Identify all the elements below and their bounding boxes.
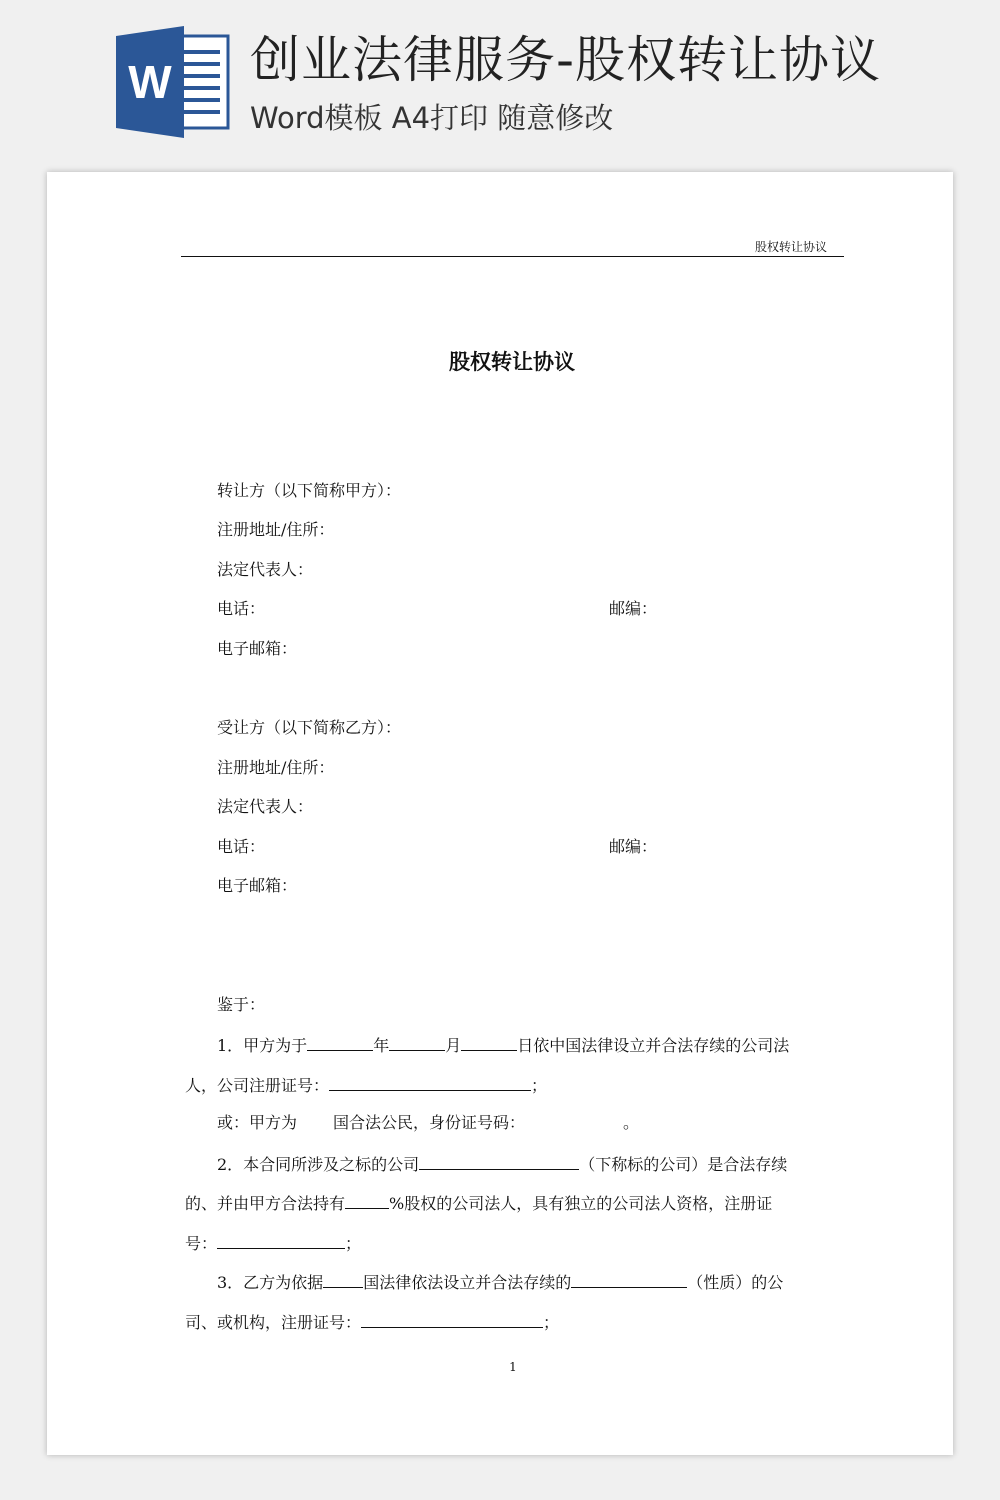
party-b-legal-rep: 法定代表人： <box>217 797 314 816</box>
word-logo-letter: W <box>128 56 172 108</box>
document-title: 股权转让协议 <box>449 350 575 374</box>
clause-2-text-b: （下称标的公司）是合法存续 <box>579 1155 788 1174</box>
banner <box>0 0 1000 170</box>
or-text-b: 国合法公民，身份证号码： <box>333 1113 526 1132</box>
party-a-phone: 电话： <box>217 599 266 618</box>
clause-3-text-d: 司、或机构，注册证号： <box>185 1313 362 1332</box>
clause-1-alt-line <box>217 1112 639 1134</box>
blank-field <box>307 1033 373 1051</box>
party-a-postcode: 邮编： <box>609 599 658 618</box>
clause-1-text-a: 1．甲方为于 <box>217 1036 308 1055</box>
blank-field <box>323 1270 363 1288</box>
clause-2-line-3 <box>185 1231 361 1255</box>
clause-2-line-1 <box>217 1152 787 1176</box>
clause-3-text-c: （性质）的公 <box>687 1273 784 1292</box>
blank-field <box>419 1152 579 1170</box>
blank-field <box>345 1191 389 1209</box>
party-b-email: 电子邮箱： <box>217 876 298 895</box>
clause-1-text-d: 日依中国法律设立并合法存续的公司法 <box>517 1036 790 1055</box>
clause-2-text-c: 的、并由甲方合法持有 <box>185 1194 346 1213</box>
blank-field <box>217 1231 345 1249</box>
clause-1-line-1 <box>217 1033 789 1057</box>
clause-1-text-f: ； <box>531 1076 548 1095</box>
clause-1-text-e: 人，公司注册证号： <box>185 1076 330 1095</box>
clause-1-line-2 <box>185 1073 547 1097</box>
blank-field <box>329 1073 531 1091</box>
clause-3-text-a: 3．乙方为依据 <box>217 1273 324 1292</box>
banner-title: 创业法律服务-股权转让协议 <box>250 31 882 89</box>
blank-field <box>461 1033 517 1051</box>
clause-2-text-f: ； <box>345 1234 362 1253</box>
clause-1-text-c: 月 <box>445 1036 462 1055</box>
or-text-a: 或：甲方为 <box>217 1113 298 1132</box>
clause-3-line-1 <box>217 1270 783 1294</box>
document-page <box>47 172 953 1455</box>
party-b-heading: 受让方（以下简称乙方）： <box>217 718 402 737</box>
blank-field <box>361 1310 543 1328</box>
clause-2-text-a: 2．本合同所涉及之标的公司 <box>217 1155 420 1174</box>
party-a-legal-rep: 法定代表人： <box>217 560 314 579</box>
recitals-heading: 鉴于： <box>217 995 266 1014</box>
clause-3-text-b: 国法律依法设立并合法存续的 <box>363 1273 572 1292</box>
clause-2-line-2 <box>185 1191 772 1215</box>
party-b-phone: 电话： <box>217 837 266 856</box>
blank-field <box>571 1270 687 1288</box>
running-header: 股权转让协议 <box>754 240 827 254</box>
blank-field <box>389 1033 445 1051</box>
or-text-c: 。 <box>623 1113 640 1132</box>
clause-1-text-b: 年 <box>373 1036 390 1055</box>
page-number: 1 <box>509 1360 517 1374</box>
party-a-heading: 转让方（以下简称甲方）： <box>217 481 402 500</box>
clause-2-text-e: 号： <box>185 1234 218 1253</box>
clause-3-text-e: ； <box>543 1313 560 1332</box>
banner-subtitle: Word模板 A4打印 随意修改 <box>250 101 614 135</box>
word-icon <box>114 26 230 138</box>
clause-3-line-2 <box>185 1310 559 1334</box>
party-a-email: 电子邮箱： <box>217 639 298 658</box>
party-b-postcode: 邮编： <box>609 837 658 856</box>
clause-2-text-d: %股权的公司法人，具有独立的公司法人资格，注册证 <box>389 1194 773 1213</box>
header-rule <box>181 256 844 257</box>
party-b-address: 注册地址/住所： <box>217 758 335 777</box>
party-a-address: 注册地址/住所： <box>217 520 335 539</box>
